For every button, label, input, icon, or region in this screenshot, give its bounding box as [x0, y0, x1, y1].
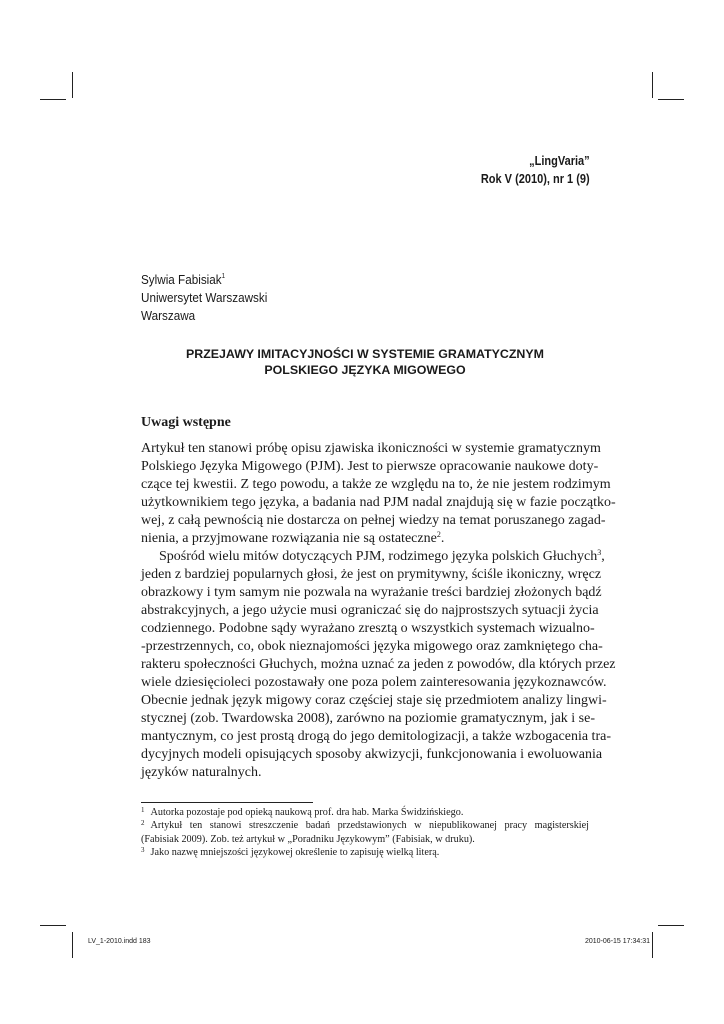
crop-mark	[40, 925, 66, 926]
footnote-ref: 1	[221, 273, 226, 280]
footnote-ref: 2	[436, 530, 441, 539]
text-line: stycznej (zob. Twardowska 2008), zarówno na poziomie gramatycznym, jak i se-	[141, 711, 596, 726]
footnotes	[141, 806, 589, 859]
footnote	[141, 819, 589, 832]
text-fragment: .	[440, 531, 445, 546]
text-line: języków naturalnych.	[141, 765, 262, 780]
article-title	[141, 346, 589, 378]
text-line: abstrakcyjnych, a jego użycie musi ograniczać się do najprostszych sytuacji życia	[141, 603, 599, 618]
footnote	[141, 806, 589, 819]
text-line: codziennego. Podobne sądy wyrażano zresztą o wszystkich systemach wizualno-	[141, 621, 595, 636]
footnote-number: 2	[141, 819, 145, 828]
text-line: -przestrzennych, co, obok nieznajomości języka migowego oraz zamkniętego cha-	[141, 639, 603, 654]
text-line: Obecnie jednak język migowy coraz częściej staje się przedmiotem analizy lingwi-	[141, 693, 607, 708]
footnote-text: Autorka pozostaje pod opieką naukową prof. dra hab. Marka Świdzińskiego.	[150, 807, 464, 818]
crop-mark	[658, 99, 684, 100]
journal-issue: Rok V (2010), nr 1 (9)	[481, 172, 590, 186]
text-line	[141, 548, 605, 566]
text-line: użytkownikiem tego języka, a badania nad PJM nadal znajdują się w fazie początko-	[141, 495, 616, 510]
text-line: czące tej kwestii. Z tego powodu, a także ze względu na to, że nie jestem rodzimym	[141, 477, 611, 492]
crop-mark	[72, 72, 73, 98]
text-line: obrazkowy i tym samym nie pozwala na wyrażanie treści bardziej złożonych bądź	[141, 585, 602, 600]
text-fragment: ,	[601, 549, 605, 564]
text-line: Artykuł ten stanowi próbę opisu zjawiska ikoniczności w systemie gramatycznym	[141, 441, 601, 456]
footnote-continuation: (Fabisiak 2009). Zob. też artykuł w „Poradniku Językowym” (Fabisiak, w druku).	[141, 833, 475, 845]
footnote-text: Jako nazwę mniejszości językowej określenie to zapisuję wielką literą.	[150, 846, 440, 858]
footnote-ref: 3	[597, 548, 602, 557]
text-line: mantycznym, co jest prostą drogą do jego demitologizacji, a także wzbogacenia tra-	[141, 729, 611, 744]
crop-mark	[658, 925, 684, 926]
text-line: wej, z całą pewnością nie dostarcza on pełnej wiedzy na temat poruszanego zagad-	[141, 513, 606, 528]
author-affiliation: Uniwersytet Warszawski	[141, 290, 268, 305]
body-text	[141, 440, 616, 782]
text-line: dycyjnych modeli opisujących sposoby akwizycji, funkcjonowania i ewoluowania	[141, 747, 603, 762]
text-line: Polskiego Języka Migowego (PJM). Jest to pierwsze opracowanie naukowe doty-	[141, 459, 599, 474]
journal-name: „LingVaria”	[529, 154, 590, 168]
footnote	[141, 846, 589, 859]
text-line: wiele dziesięcioleci pozostawały one poza polem zainteresowania językoznawców.	[141, 675, 607, 690]
print-slug-file: LV_1-2010.indd 183	[88, 938, 151, 945]
footnote-text: Artykuł ten stanowi streszczenie badań przedstawionych w niepublikowanej pracy magisterskiej	[150, 820, 589, 832]
author-block	[141, 268, 267, 325]
footnote-number: 1	[141, 806, 145, 814]
section-heading: Uwagi wstępne	[141, 415, 231, 430]
crop-mark	[40, 99, 66, 100]
title-line: PRZEJAWY IMITACYJNOŚCI W SYSTEMIE GRAMATYCZNYM	[186, 347, 544, 361]
footnote-divider	[141, 802, 313, 803]
text-fragment: nienia, a przyjmowane rozwiązania nie są ostateczne	[141, 531, 437, 546]
text-line: jeden z bardziej popularnych głosi, że jest on prymitywny, ściśle ikoniczny, wręcz	[141, 567, 602, 582]
text-line	[141, 530, 589, 548]
crop-mark	[652, 72, 653, 98]
author-name: Sylwia Fabisiak	[141, 272, 222, 287]
journal-header	[481, 152, 590, 188]
crop-mark	[652, 932, 653, 958]
text-line: rakteru społeczności Głuchych, można uznać za jeden z powodów, dla których przez	[141, 657, 616, 672]
text-fragment: Spośród wielu mitów dotyczących PJM, rodzimego języka polskich Głuchych	[159, 549, 598, 564]
author-city: Warszawa	[141, 308, 196, 323]
footnote-number: 3	[141, 845, 145, 854]
title-line: POLSKIEGO JĘZYKA MIGOWEGO	[264, 363, 466, 377]
crop-mark	[72, 932, 73, 958]
print-slug-timestamp: 2010-06-15 17:34:31	[585, 938, 650, 945]
